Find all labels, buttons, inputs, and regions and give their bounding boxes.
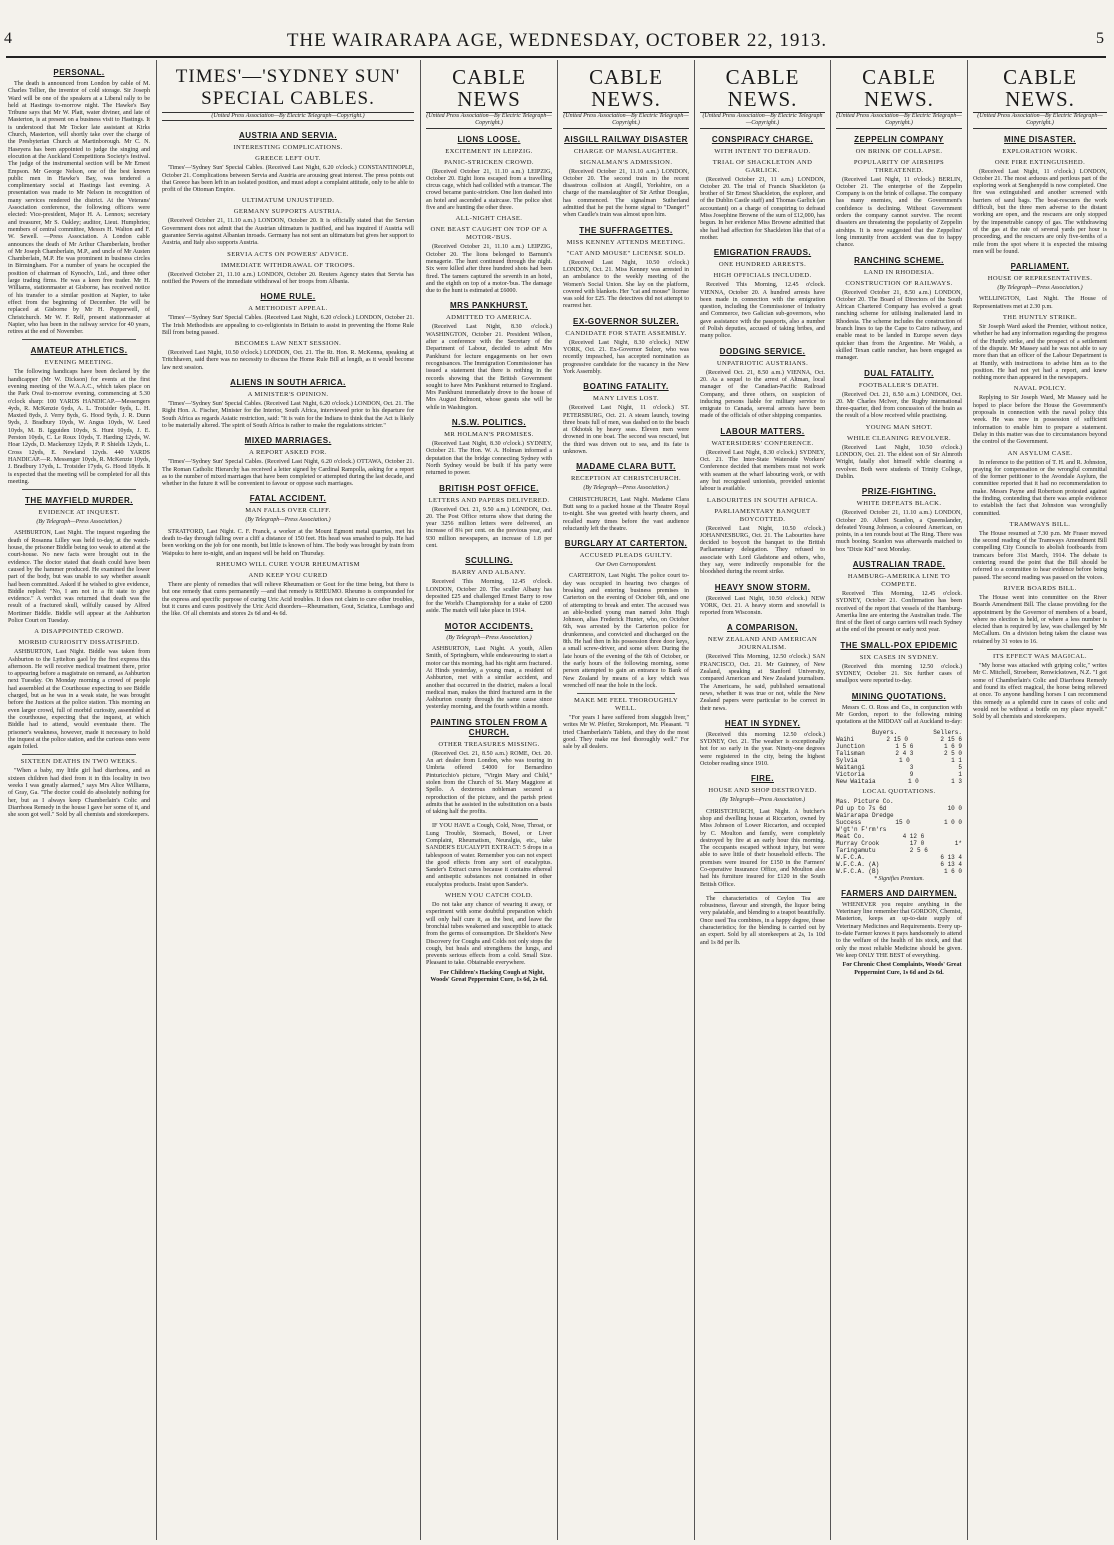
table-cell: 2 4 3 [895, 749, 914, 757]
section-heading: ZEPPELIN COMPANY [854, 134, 944, 144]
credit-line: (By Telegraph—Press Association.) [583, 485, 669, 492]
article-body: (Received this morning 12.50 o'clock.) SYDNEY, October 21. Six further cases of smallpox were reported to-day. [836, 663, 962, 685]
article-body: Sir Joseph Ward asked the Premier, without notice, whether he had any information regarding the progress of the Huntly strike, and the prospect of a settlement of the dispute. Mr Massey said he was not able to say more than that an officer of the Labour Department is at Huntly, with instructions to advise him as to the position. He had not yet had a report, and knew nothing more than appeared in the newspapers. [973, 324, 1107, 382]
subheading: IMMEDIATE WITHDRAWAL OF TROOPS. [220, 261, 356, 269]
subheading: RIVER BOARDS BILL. [1003, 584, 1077, 592]
table-cell: 1 1 [951, 756, 962, 764]
article-body: (Received Last Night, 10.50 o'clock.) NEW YORK, Oct. 21. A heavy storm and snowfall is reported from Wisconsin. [700, 595, 825, 617]
table-cell: 1 0 [898, 756, 910, 764]
masthead-rule [6, 56, 1106, 58]
advertisement-body: "When a baby, my little girl had diarrhoea, and as sixteen children had died from it in this locality in two weeks I was greatly alarmed," says Mrs Alice Williams, of Gray, Ga. "The doctor could do absolutely nothing for her, but as I always keep Chamberlain's Colic and Diarrhoea Remedy in the house I gave her some of it, and she soon got well." Sold by all chemists and storekeepers. [8, 768, 150, 819]
separator [440, 819, 538, 820]
table-note: * Signifies Premium. [874, 875, 924, 882]
subheading: WHITE DEFEATS BLACK. [856, 500, 942, 508]
table-cell: Meat Co. [836, 832, 865, 840]
subheading: MANY LIVES LOST. [593, 395, 659, 403]
article-body: (Received Oct. 21, 8.50 a.m.) ROME, Oct. 20. An art dealer from London, who was touring in Umbria offered £4000 for Bernardino Pinturicchio's picture, "Virgin Mary and Child," stolen from the Church of St. Mary Maggiore at Spello. A dexterous nobleman secured a reproduction of the picture, and the parish priest admits that he assisted in the substitution on a basis of taking half the profits. [426, 750, 552, 816]
subheading: HOUSE OF REPRESENTATIVES. [987, 275, 1093, 283]
table-cell: Victoria [836, 770, 865, 778]
article-body: (Received Oct. 21, 8.50 a.m.) VIENNA, Oct. 20. As a sequel to the arrest of Altman, local manager of the Canadian-Pacific Railroad Company, and three others, on suspicion of inducing persons liable for military service to emigrate to Canada, several arrests have been made of the officials of other shipping companies. [700, 369, 825, 420]
article-body: The House went into committee on the River Boards Amendment Bill. The clause providing for the appointment by the Governor of members of a board, where no election is held, or where a less number is elected than is required by law, was challenged by Mr McCallum. On a division being taken the clause was retained by 31 votes to 16. [973, 594, 1107, 645]
subheading: ONE HUNDRED ARRESTS. [718, 261, 807, 269]
advertisement-body: "My horse was attacked with griping colic," writes Mr C. Mitchell, Stroebeer, Renwickstown, N.Z. "I got some of Chamberlain's Colic and Diarrhoea Remedy and found its effect magical, the horse being relieved at once. To anyone handling horses I can recommend this remedy as a splendid cure in cases of colic and would not be without a bottle on my place myself." Sold by all chemists and storekeepers. [973, 663, 1107, 721]
subheading: FOOTBALLER'S DEATH. [858, 381, 940, 389]
section-heading: PAINTING STOLEN FROM A CHURCH. [430, 717, 548, 737]
subheading: A REPORT ASKED FOR. [249, 449, 327, 457]
subheading: "CAT AND MOUSE" LICENSE SOLD. [566, 249, 686, 257]
table-cell: 9 [909, 770, 914, 778]
table-cell: 15 0 [895, 818, 910, 826]
subheading: ADMITTED TO AMERICA. [446, 314, 532, 322]
section-heading: RANCHING SCHEME. [854, 255, 944, 265]
article-body: CARTERTON, Last Night. The police court to-day was occupied in hearing two charges of breaking and entering business premises in Carterton on the evening of October 6th, and one of attempting to break and enter. The accused was an able-bodied young man named John Hugh Johnson, alias Frederick Hunter, who, on October 6th, was arrested by the Carterton police for drunkenness, and convicted and discharged on the 8th. He had then in his possession three door keys, a small screw-driver, and some silver. During the late hours of the evening of the 6th of October, or the early hours of the following morning, some person attempted to gain an entrance to Bank of New Zealand by means of a key which was wrenched off near the hole in the lock. [563, 573, 689, 689]
article-body: ASHBURTON, Last Night. A youth, Allen Smith, of Springburn, while endeavouring to start a motor car this morning, had his right arm fractured. At Hinds yesterday, a young man, a resident of Ashburton, met with a similar accident, and another that occurred in the district, makes a local medical man, makes the third fractured arm in the Ashburton county through the same cause since yesterday morning, and the fourth within a month. [426, 646, 552, 711]
subheading: LABOURITES IN SOUTH AFRICA. [706, 496, 819, 504]
section-heading: PRIZE-FIGHTING. [861, 487, 937, 497]
section-heading: LIONS LOOSE. [457, 134, 521, 144]
section-heading: DODGING SERVICE. [719, 346, 806, 356]
mining-quotations-table [836, 729, 962, 785]
table-cell: W.F.C.A. (B) [836, 867, 880, 875]
article-body: (Received Last Night, 10.50 o'clock.) LONDON, Oct. 21. The eldest son of Sir Almroth Wright, fatally shot himself while cleaning a revolver. Both were students of Trinity College, Dublin. [836, 444, 962, 480]
cable-news-header: CABLE NEWS. [725, 65, 800, 111]
table-cell: Pd up to 7s 6d [836, 804, 887, 812]
section-heading: FARMERS AND DAIRYMEN. [841, 888, 957, 898]
table-cell: 1 6 9 [943, 742, 962, 750]
subheading: MR HOLMAN'S PROMISES. [444, 431, 534, 439]
table-row [836, 833, 962, 840]
separator [22, 754, 136, 755]
credit-line: (By Telegraph—Press Association.) [446, 634, 532, 641]
subheading: MAN FALLS OVER CLIFF. [245, 507, 331, 515]
subheading: EVENING MEETING. [44, 359, 114, 367]
newspaper-title: THE WAIRARAPA AGE, WEDNESDAY, OCTOBER 22, 1913. [286, 30, 828, 51]
subheading: OTHER TREASURES MISSING. [438, 740, 540, 748]
table-cell: 1 6 0 [943, 867, 962, 875]
credit-line: (United Press Association—By Electric Telegraph—Copyright.) [563, 112, 689, 129]
subheading: POPULARITY OF AIRSHIPS THREATENED. [853, 158, 945, 174]
article-body: (Received This Morning, 12.50 o'clock.) SAN FRANCISCO, Oct. 21. Mr Guinney, of New Zealand, speaking at Stanford University, compared American and New Zealand journalism. The Americans, he said, published sensational news, whether it was true or not, while the New Zealand papers were particular to be correct in their news. [700, 654, 825, 712]
section-heading: THE MAYFIELD MURDER. [25, 496, 133, 506]
subheading: NAVAL POLICY. [1013, 385, 1067, 393]
local-quotations-table [836, 798, 962, 875]
subcolumn-left [162, 125, 414, 620]
table-row [836, 736, 962, 743]
subheading: EXPLORATION WORK. [1002, 147, 1078, 155]
separator [22, 339, 136, 340]
table-cell: W'gt'n F'rm'rs [836, 825, 887, 833]
cable-news-header: CABLE NEWS. [589, 65, 663, 111]
cable-news-header: CABLE NEWS [452, 65, 526, 111]
page-number: 5 [1096, 30, 1104, 47]
advertisement-body: For Chronic Chest Complaints, Woods' Great Peppermint Cure, 1s 6d and 2s 6d. [842, 962, 962, 976]
table-cell: Taringamutu [836, 846, 876, 854]
credit-line: (By Telegraph—Press Association.) [36, 519, 122, 526]
article-body: STRATFORD, Last Night. C. F. Franck, a worker at the Mount Egmont metal quarries, met his death to-day through falling over a cliff a distance of 150 feet. His head was smashed to pulp. He had been working on the job for one month, but little is known of him. The body was brought by train from Waipuku to here to-night, and an inquest will be held on Thursday. [162, 528, 414, 557]
section-heading: AUSTRALIAN TRADE. [852, 559, 946, 569]
section-heading: N.S.W. POLITICS. [451, 418, 527, 428]
column-divider [967, 60, 968, 1540]
table-cell: 1 0 [907, 777, 919, 785]
subheading: A DISAPPOINTED CROWD. [34, 628, 124, 636]
credit-line: (United Press Association—By Electric Telegraph—Copyright.) [426, 112, 552, 129]
column-divider [694, 60, 695, 1540]
table-cell: 10 0 [947, 804, 962, 812]
article-body: (Received Last Night, 10.50 o'clock.) LONDON, Oct. 21. The Rt. Hon. R. McKenna, speaking at Tritchhaven, said there was no necessity to discuss the Home Rule Bill at length, as it would become law next session. [162, 350, 414, 371]
advertisement-subheading: AND KEEP YOU CURED [248, 571, 328, 579]
table-row [836, 798, 962, 805]
margin-mark: 4 [4, 30, 12, 47]
article-body: In reference to the petition of T. H. and R. Johnston, praying for compensation or the wrongful committal of the former petitioner to the Avondale Asylum, the committee reported that it had no recommendation to make. Messrs Payne and Robertson protested against the finding, contending that there was ample evidence to establish the fact that Johnston was wrongfully committed. [973, 459, 1107, 517]
subheading: INTERESTING COMPLICATIONS. [233, 144, 343, 152]
article-body: Replying to Sir Joseph Ward, Mr Massey said he hoped to place before the House the Government's proposals in connection with the naval policy this week. He was now in possession of sufficient information to enable him to prepare a statement. Delay in this matter was due to circumstances beyond the control of the Government. [973, 395, 1107, 446]
table-cell: Waitangi [836, 763, 865, 771]
table-cell: 1 [958, 770, 962, 778]
table-row [836, 771, 962, 778]
table-header-row [836, 729, 962, 736]
special-cables-title: TIMES'—'SYDNEY SUN' SPECIAL CABLES. [175, 66, 401, 109]
article-body: (Received Last Night, 11 o'clock.) BERLIN, October 21. The enterprise of the Zeppelin Company is on the brink of collapse. The company has many enemies, and the Government's confidence is declining. Without Government orders the company cannot survive. The recent disasters are threatening the popularity of Zeppelin airships. It is now suggested that the Zeppelins' long immunity from accident was due to happy chance. [836, 176, 962, 249]
subheading: EVIDENCE AT INQUEST. [38, 509, 120, 517]
credit-line: (United Press Association—By Electric Telegraph—Copyright.) [162, 112, 414, 121]
section-heading: THE SUFFRAGETTES. [579, 225, 673, 235]
article-body: (Received October 21, 8.50 a.m.) LONDON, October 20. The Board of Directors of the South African Chartered Company has evolved a great ranching scheme for utilising inalienated land in Rhodesia. The scheme includes the construction of branch lines to tap the Cape to Cairo railway, and enable meat to be landed in Europe seven days quicker than from the Argentine. Mr Walsh, a skilled Texan cattle rancher, has been engaged as manager. [836, 289, 962, 362]
table-cell: Murray Crook [836, 839, 880, 847]
table-cell: Sellers. [933, 728, 962, 736]
subheading: SIXTEEN DEATHS IN TWO WEEKS. [20, 758, 138, 766]
credit-line: (By Telegraph—Press Association.) [245, 517, 331, 524]
section-heading: BRITISH POST OFFICE. [439, 483, 539, 493]
subheading: BARRY AND ALBANY. [451, 569, 527, 577]
article-body: (Received Oct. 21, 9.50 a.m.) LONDON, Oct. 20. The Post Office returns show that during the year 3256 million letters were delivered, an increase of 8¼ per cent. on the previous year, and 930 million newspapers, an increase of 1.8 per cent. [426, 506, 552, 549]
advertisement-heading: MAKE ME FEEL THOROUGHLY WELL. [574, 697, 678, 713]
masthead [0, 0, 1114, 60]
section-heading: AISGILL RAILWAY DISASTER [564, 134, 688, 144]
article-body: Messrs C. O. Ross and Co., in conjunction with Mr Gordon, report to the following mining quotations at the MIDDAY call at Auckland to-day: [836, 704, 962, 726]
section-heading: LABOUR MATTERS. [720, 426, 805, 436]
separator [22, 489, 136, 490]
column-cable-news-1 [426, 62, 552, 1540]
subheading: TRIAL OF SHACKLETON AND GARLICK. [712, 158, 813, 174]
table-cell: 2 15 6 [940, 735, 962, 743]
column-personal [8, 62, 150, 1540]
subheading: WITH INTENT TO DEFRAUD. [714, 147, 811, 155]
subheading: GERMANY SUPPORTS AUSTRIA. [233, 208, 343, 216]
table-cell: 1 0 0 [943, 818, 962, 826]
article-body: WELLINGTON, Last Night. The House of Representatives met at 2.30 p.m. [973, 296, 1107, 310]
subheading: LETTERS AND PAPERS DELIVERED. [428, 496, 550, 504]
advertisement-heading: RHEUMO WILL CURE YOUR RHEUMATISM [216, 560, 360, 568]
article-body: (Received Last Night, 8.30 o'clock.) SYDNEY, Oct. 21. The Inter-State Waterside Workers' Conference decided that members must not work with seamen at the wharf labouring work, or with any but recognised unionists, provided unionist labour is available. [700, 449, 825, 493]
subheading: ULTIMATUM UNJUSTIFIED. [241, 197, 335, 205]
table-cell: 1* [954, 839, 962, 847]
separator [577, 693, 675, 694]
article-body: (Received Last Night, 11 o'clock.) ST. PETERSBURG, Oct. 21. A steam launch, towing three boats full of men, was dashed on to the beach at Okhotsk by heavy seas. Eleven men were drowned in one boat. The second was rescued, but the third was driven out to sea, and its fate is unknown. [563, 405, 689, 456]
article-body: (Received Last Night, 10.50 o'clock.) JOHANNESBURG, Oct. 21. The Labourites have decided to boycott the banquet to the British Parliamentary delegation. They refused to associate with Lord Gladstone and others, who, they say, were indirectly responsible for the bloodshed during the recent strike. [700, 525, 825, 576]
section-heading: PERSONAL. [53, 68, 105, 77]
article-body: Received This Morning, 12.45 o'clock. VIENNA, October 20. A hundred arrests have been made in connection with the emigration question, including the Commissioner of Industry and Commerce, two Galician sub-governors, who gave assistance with the passports, also a number of Polish deputies, accused of taking bribes, and many police. [700, 282, 825, 340]
subheading: HIGH OFFICIALS INCLUDED. [713, 272, 812, 280]
column-divider [830, 60, 831, 1540]
table-row [836, 750, 962, 757]
article-body: CHRISTCHURCH, Last Night. A butcher's shop and dwelling house at Riccarton, owned by Miss Johnson of Lower Riccarton, and occupied by C. Moulton and family, were completely destroyed by fire at an early hour this morning. The occupants escaped without injury, but were able to save little of their household effects. The premises were insured for £150 in the Farmers' Co-operative Insurance Office, and Moulton also had his furniture insured for £120 in the South British Office. [700, 808, 825, 888]
article-body: (Received Last Night, 8.30 o'clock.) WASHINGTON, October 21. President Wilson, after a conference with the Secretary of the Department of Labour, decided to admit Mrs Pankhurst for lecture engagements on her own recognisances. The Immigration Commissioner has issued a statement that there is nothing in the records showing that the British Government sought to have Mrs Pankhurst returned to England. Mrs Pankhurst immediately drove to the house of Mrs August Belmont, whose guests she will be while in Washington. [426, 324, 552, 411]
subheading: SERVIA ACTS ON POWERS' ADVICE. [227, 250, 349, 258]
subheading: ACCUSED PLEADS GUILTY. [579, 552, 673, 560]
subheading: ONE BEAST CAUGHT ON TOP OF A MOTOR-'BUS. [430, 226, 548, 242]
section-heading: HEAT IN SYDNEY. [724, 718, 801, 728]
column-cable-news-2 [563, 62, 689, 1540]
article-body: 'Times'—'Sydney Sun' Special Cables. (Received Last Night, 6.20 o'clock.) OTTAWA, October 21. The Roman Catholic Hierarchy has received a letter signed by Cardinal Rampolla, asking for a report as to the number of mixed marriages that have been completed or attempted during the last decade, and whether in the future it will be convenient to favour or oppose such marriages. [162, 459, 414, 488]
table-cell: 6 13 4 [940, 860, 962, 868]
column-divider [557, 60, 558, 1540]
section-heading: CONSPIRACY CHARGE. [711, 134, 814, 144]
table-row [836, 840, 962, 847]
table-row [836, 819, 962, 826]
article-body: CHRISTCHURCH, Last Night. Madame Clara Butt sang to a packed house at the Theatre Royal to-night. She was greeted with hearty cheers, and recalled many times before the vast audience reluctantly left the theatre. [563, 496, 689, 532]
section-heading: AUSTRIA AND SERVIA. [238, 131, 338, 141]
section-heading: THE SMALL-POX EPIDEMIC [840, 640, 958, 650]
article-body: (Received October 21, 11.10 a.m.) LONDON, October 20. It is officially stated that the Servian Government does not admit that the Austrian ultimatum is justified, and has inquired if Austria will guarantee Servia against Albanian inroads. Germany has not sent an ultimatum but gives her support to Austria, and Italy also supports Austria. [162, 218, 414, 247]
article-body: (Received October 21, 11.10 a.m.) LEIPZIG, October 20. The lions belonged to Barnum's menagerie. The hunt continued through the night. Six were killed after three hundred shots had been fired. The tamers captured the seventh in an hotel, and the eighth on top of a motor-'bus. The damage due to the hunt is estimated at £6000. [426, 244, 552, 295]
credit-line: (By Telegraph—Press Association.) [997, 285, 1083, 292]
table-row [836, 868, 962, 875]
article-body: (Received October 21, 11.10 a.m.) LONDON, October 20. Albert Scanlon, a Queenslander, defeated Young Johnson, a coloured American, on points, in a ten rounds bout at The Ring. There was much booing. Scanlon was afterwards matched to box "Dixie Kid" next Monday. [836, 510, 962, 553]
section-heading: MADAME CLARA BUTT. [576, 462, 676, 472]
table-cell: Waihi [836, 735, 855, 743]
credit-line: (By Telegraph—Press Association.) [719, 797, 806, 804]
section-heading: BURGLARY AT CARTERTON. [564, 539, 688, 549]
article-body: 'Times'—'Sydney Sun' Special Cables. (Received Last Night, 6.20 o'clock.) LONDON, Oct. 21. The Right Hon. A. Fischer, Minister for the Interior, South Africa, interviewed prior to his departure for South Africa as regards Asiatic restriction, said: "It is vain for the Indians to think that the Act is likely to be materially altered. The spirit of South Africa is rather to make the regulations stricter." [162, 401, 414, 429]
section-heading: MINE DISASTER. [1004, 134, 1076, 144]
subheading: ALL-NIGHT CHASE. [455, 215, 523, 223]
table-cell: New Waitaia [836, 777, 876, 785]
column-cable-news-4 [836, 62, 962, 1540]
table-row [836, 757, 962, 764]
table-row [836, 854, 962, 861]
article-body: (Received Last Night, 8.30 o'clock.) SYDNEY, October 21. The Hon. W. A. Holman informed a deputation that the bridge connecting Sydney with North Sydney would be built if his party were returned to power. [426, 441, 552, 477]
cable-news-header: CABLE NEWS. [1003, 65, 1077, 111]
article-body: (Received Last Night, 8.30 o'clock.) NEW YORK, Oct. 21. Ex-Governor Sulzer, who was recently impeached, has accepted nomination as progressive candidate for the vacancy in the New York Assembly. [563, 339, 689, 375]
subheading: A METHODIST APPEAL. [248, 305, 328, 313]
subheading: SIX CASES IN SYDNEY. [859, 653, 939, 661]
article-body: (Received October 21, 11 a.m.) LONDON, October 20. The trial of Francis Shackleton (a brother of Sir Ernest Shackleton, the explorer, and of the Dublin Castle staff) and Thomas Garlick (an accountant) on a charge of conspiring to defraud Miss Josephine Browne of the sum of £12,000, has begun. In her evidence Miss Browne admitted that she had had affection for Shackleton like that of a mother. [700, 176, 825, 241]
subheading: CONSTRUCTION OF RAILWAYS. [845, 279, 953, 287]
table-cell: 17 0 [909, 839, 925, 847]
table-cell: Talisman [836, 749, 865, 757]
table-cell: 2 5 0 [943, 749, 962, 757]
section-heading: AMATEUR ATHLETICS. [30, 346, 128, 356]
credit-line: (United Press Association—By Electric Telegraph—Copyright.) [836, 112, 962, 129]
table-cell: 5 [958, 763, 962, 771]
table-row [836, 805, 962, 812]
subheading: BECOMES LAW NEXT SESSION. [234, 340, 342, 348]
section-heading: HOME RULE. [260, 292, 316, 302]
subheading: HAMBURG-AMERIKA LINE TO COMPETE. [847, 572, 951, 588]
subheading: WATERSIDERS' CONFERENCE. [711, 439, 814, 447]
article-body: ASHBURTON, Last Night. The inquest regarding the death of Rosanna Lilley was held to-day, at the watch-house, the prisoner Biddle being too weak to attend at the court-house. No new facts were brought out in the evidence. The doctor stated that death could have been caused by the hammer produced. He examined the lower part of the body, but was unable to say whether assault had been committed. Asked if he wished to give evidence, Biddle replied: "No, I am not in a fit state to give evidence." A verdict was returned that death was the result of a fractured skull, wilfully caused by Alfred Mortimer Biddle. Biddle will appear at the Ashburton Police Court on Tuesday. [8, 530, 150, 624]
table-row [836, 826, 962, 833]
advertisement-body: The characteristics of Ceylon Tea are robustness, flavour and strength, the liquor being very palatable, and blending to a teapot beautifully. Once used Tea combines, in a happy degree, those characteristics; for the blending is carried out by an expert. Sold by all storekeepers at 2s, 1s 10d and 1s 8d per lb. [700, 895, 825, 946]
article-body: (Received Last Night, 10.50 o'clock.) LONDON, Oct. 21. Miss Kenney was arrested in an ambulance to the weekly meeting of the Women's Social Union. She lay on the platform, covered with blankets. Her "cat and mouse" license was sold for £25. The detectives did not attempt to rearrest her. [563, 259, 689, 310]
section-heading: A COMPARISON. [727, 623, 798, 633]
table-cell: 6 13 4 [940, 853, 962, 861]
subheading: WHILE CLEANING REVOLVER. [846, 434, 952, 442]
column-special-cables [162, 62, 414, 1540]
table-cell: Mas. Picture Co. [836, 797, 894, 805]
section-heading: FIRE. [751, 774, 774, 784]
article-body: (Received Last Night, 11 o'clock.) LONDON, October 21. The most arduous and perilous part of the exploring work at Senghenydd is now completed. One fire was extinguished and another screened with barriers of sand bags. The boat-rescuers the work difficult, but the three men adverse to the distant working are open, and the rescuers are only stopped by the impenetrable canopy of gas. The withdrawing of the gas at the rate of several yards per hour is proceeding, and the rescuers are only five-tenths of a mile from the spot where it is expected the missing men will be found. [973, 168, 1107, 255]
column-cable-news-5 [973, 62, 1107, 1540]
article-body: (Received Oct. 21, 8.50 a.m.) LONDON, Oct. 20. Mr Charles McIver, the Rugby international three-quarter, died from concussion of the brain as the result of a blow received while practising. [836, 391, 962, 420]
section-heading: EMIGRATION FRAUDS. [713, 248, 812, 258]
table-cell: Sylvia [836, 756, 858, 764]
table-cell: W.F.C.A. (A) [836, 860, 880, 868]
section-heading: SCULLING. [465, 556, 513, 566]
subheading: LOCAL QUOTATIONS. [862, 787, 936, 795]
advertisement-body: "For years I have suffered from sluggish liver," writes Mr W. Pfeifer, Strokenport, Mr. Pleasant. "I tried Chamberlain's Tablets, and they do the most good. They make me feel thoroughly well." For sale by all dealers. [563, 715, 689, 751]
subheading: HOUSE AND SHOP DESTROYED. [708, 787, 817, 795]
advertisement-body: For Children's Hacking Cough at Night, Woods' Great Peppermint Cure, 1s 6d, 2s 6d. [430, 969, 548, 984]
subheading: ONE FIRE EXTINGUISHED. [994, 158, 1086, 166]
table-row [836, 764, 962, 771]
table-cell: 2 5 6 [909, 846, 928, 854]
advertisement-body: There are plenty of remedies that will relieve Rheumatism or Gout for the time being, but there is but one remedy that cures permanently —and that remedy is RHEUMO. Rheumo is compounded for the express and specific purpose of curing Uric Acid troubles. It does not claim to cure other troubles, but it cures and cures positively the Uric Acid disorders—Rheumatism, Gout, Sciatica, Lumbago and the like. Of all chemists and stores 2s 6d and 4s 6d. [162, 581, 414, 618]
advertisement-body: IF YOU HAVE a Cough, Cold, Nose, Throat, or Lung Trouble, Stomach, Bowel, or Liver Complaint, Rheumatism, Neuralgia, etc., take SANDER'S EUCALYPTI EXTRACT: 5 drops in a tablespoon of water. Remember you can not expect the good effects from any sort of eucalyptus. Sander's Extract cures because it contains ethereal and antiseptic substances not contained in other eucalyptus products. Insist upon Sander's. [426, 823, 552, 888]
subheading: SIGNALMAN'S ADMISSION. [579, 158, 673, 166]
subheading: A MINISTER'S OPINION. [247, 391, 329, 399]
table-cell: 4 12 6 [902, 832, 925, 840]
article-body: (Received October 21, 11.10 a.m.) LEIPZIG, October 20. Eight lions escaped from a travelling circus cage, which had collided with a tramcar. The crowd became panic-stricken. One lion dashed into an hotel and ascended a staircase. The police shot five and are hunting the other three. [426, 168, 552, 212]
table-row [836, 812, 962, 819]
table-cell: Wairarapa Dredge [836, 811, 894, 819]
table-cell: 1 3 [951, 777, 962, 785]
subheading: GREECE LEFT OUT. [255, 155, 321, 163]
section-heading: BOATING FATALITY. [583, 382, 669, 392]
column-divider [156, 60, 157, 1540]
table-cell: 2 15 0 [886, 735, 908, 743]
credit-line: (United Press Association—By Electric Telegraph—Copyright.) [700, 112, 825, 129]
article-body: Received This Morning, 12.45 o'clock. SYDNEY, October 21. Confirmation has been received of the report that vessels of the Hamburg-Amerika line are entering the Australian trade. The first of the fleet of cargo carriers will reach Sydney at the end of the present or early next year. [836, 590, 962, 634]
subheading: MISS KENNEY ATTENDS MEETING. [566, 238, 686, 246]
section-heading: FATAL ACCIDENT. [249, 494, 327, 504]
cable-news-header: CABLE NEWS. [862, 65, 936, 111]
table-cell: Junction [836, 742, 865, 750]
table-row [836, 861, 962, 868]
section-heading: HEAVY SNOW STORM. [714, 582, 811, 592]
credit-line: (United Press Association—By Electric Telegraph—Copyright.) [973, 112, 1107, 129]
table-cell: 3 [909, 763, 914, 771]
article-body: (Received this morning 12.50 o'clock.) SYDNEY, Oct. 21. The weather is exceptionally hot for so early in the year. Ninety-one degrees were registered in the city, being the highest October reading since 1910. [700, 731, 825, 768]
advertisement-heading: WHEN YOU CATCH COLD. [445, 892, 533, 900]
article-body: The following handicaps have been declared by the handicapper (Mr W. Dickson) for events at the first evening meeting of the W.A.A.C., which takes place on the Park Oval to-morrow evening, commencing at 5.30 o'clock sharp: 100 YARDS HANDICAP.—Messengers 4yds, R. McKenzie 6yds, A. L. Trotsider 6yds, L. H. Maxted 8yds, J. Verry 8yds, G. Hood 9yds, J. R. Dunn 9yds, J. Bradbury 10yds, W. Angus 10yds, W. Leed 10yds, M. B. Igguiden 10yds, S. Hunt 10yds, J. E. Perston 10yds, C. Le Roux 10yds, T. Harding 12yds, W. Hoar 12yds, D. Mackenzey 12yds, P. P. Shields 12yds, L. Cross 12yds, E. Newland 12yds. 440 YARDS HANDICAP.—R. Messenger 10yds, R. McKenzie 10yds, J. Bradbury 17yds, L. Trotsider 17yds, G. Hood 18yds. It is expected that the meeting will be completed for all this meeting. [8, 369, 150, 485]
subheading: PANIC-STRICKEN CROWD. [444, 158, 534, 166]
article-body: 'Times'—'Sydney Sun' Special Cables. (Received Last Night, 6.20 o'clock.) LONDON, October 21. The Irish Methodists are appealing to co-religionists in Britain to assist in preventing the Home Rule Bill from being passed. [162, 315, 414, 336]
section-heading: MIXED MARRIAGES. [244, 436, 332, 446]
article-body: (Received October 21, 11.10 a.m.) LONDON, October 20. Reuters Agency states that Servia has notified the Powers of the immediate withdrawal of her troops from Albania. [162, 271, 414, 285]
article-body: The death is announced from London by cable of M. Charles Tellier, the inventor of cold storage. Sir Joseph Ward will be one of the speakers at a Liberal rally to be held at Hastings to-morrow night. The Hawke's Bay Tribune says that Mr W. Platt, water diviner, and late of Masterton, is at present on a business visit to Hastings. It is understood that Mr Tocker late assistant at Kirks Church, Masterton, will shortly take over the charge of the Presbyterian Church at Martinborough. Mr C. N. Haseyera has been appointed to judge the singing and elocution at the Auckland Competitions Society's festival. The judge of the instrumental section will be Mr Ernest Empson. Mr George Nelson, one of the best known public men in Hawke's Bay, was tendered a complimentary social at Hastings last evening. A presentation was made to Mr Nelson in recognition of many services rendered the district. At the Veterans' Association conference, the following officers were elected: Vice-president, Major H. A. Lennox; secretary and treasurer, Mr S. Oakley; auditor, Lieut. Humphries; members of central committee, Messrs H. Walton and F. W. Sewell. —Press Association. A London cable announces the death of Mr Arthur Chamberlain, brother of Mr Joseph Chamberlain, M.P., and uncle of Mr Austen Chamberlain, M.P. He was prominent in business circles in Birmingham. For a number of years he occupied the position of chairman of Kynoch's, Ltd., and three other large trading firms. He was a keen free trader. Mr H. Williams, stationmaster at Gisborne, has received notice of his transfer to a similar position at Napier, to take effect from the beginning of December. He will be replaced at Gisborne by Mr H. Popperwell, of Christchurch. Mr W. F. Relf, present stationmaster at Napier, who has been in the railway service for 40 years, retires at the end of November. [8, 81, 150, 336]
article-body: The House resumed at 7.30 p.m. Mr Fraser moved the second reading of the Tramways Amendment Bill compelling City Councils to abolish footboards from tramcars before 31st March, 1914. The debate is centering round the point that the Bill should be referred to a committee to hear evidence before being passed. The second reading was passed on the voices. [973, 530, 1107, 581]
section-heading: EX-GOVERNOR SULZER. [573, 316, 679, 326]
advertisement-heading: ITS EFFECT WAS MAGICAL. [993, 653, 1087, 661]
article-body: 'Times'—'Sydney Sun' Special Cables. (Received Last Night, 6.20 o'clock.) CONSTANTINOPLE, October 21. Complications between Servia and Austria are arousing great interest. The press points out that Greece has been left in an isolated position, and must adopt a complaint attitude, only to be able to profit of the Ottoman Empire. [162, 165, 414, 194]
subheading: EXCITEMENT IN LEIPZIG. [445, 147, 533, 155]
advertisement-body: Do not take any chance of wearing it away, or experiment with some doubtful preparation which will only half cure it, as the best, and leave the bronchial tubes weakened and susceptible to attack from the germs of consumption. Dr Sheldon's New Discovery for Coughs and Colds not only stops the cough, but heals and strengthens the lungs, and prevents serious effects from a cold. Small Size. Pleasant to take. Obtainable everywhere. [426, 902, 552, 967]
subheading: AN ASYLUM CASE. [1007, 449, 1073, 457]
subheading: PARLIAMENTARY BANQUET BOYCOTTED. [714, 507, 811, 523]
article-body: ASHBURTON, Last Night. Biddle was taken from Ashburton to the Lyttelton gaol by the first express this afternoon. He will receive medical treatment there, prior to appearing before a magistrate on remand, as Ashburton next Tuesday. On Monday morning a crowd of people had assembled at the Courthouse expecting to see Biddle charged, but as he was in a weak state, he was brought before the Justices at the police station. This morning an even larger crowd, full of morbid curiosity, assembled at the courthouse, expecting that the inquest, at which Biddle had to attend, would eventuate there. The prisoner's weakness, however, made it necessary to hold the inquest at the police station, and the curious ones were again foiled. [8, 649, 150, 751]
article-body: (Received October 21, 11.10 a.m.) LONDON, October 20. The second train in the recent disastrous collision at Aisgill, Yorkshire, on a charge of the manslaughter of Sir Arthur Douglas, has commenced. The signalman Sutherland admitted that he put the home signal to "Danger!" when Caudle's train was almost upon him. [563, 168, 689, 219]
column-cable-news-3 [700, 62, 825, 1540]
subheading: YOUNG MAN SHOT. [865, 423, 933, 431]
table-cell: Success [836, 818, 862, 826]
section-heading: DUAL FATALITY. [864, 368, 934, 378]
subheading: MORBID CURIOSITY DISSATISFIED. [18, 639, 140, 647]
subheading: TRAMWAYS BILL. [1009, 520, 1071, 528]
section-heading: MOTOR ACCIDENTS. [444, 621, 534, 631]
section-heading: PARLIAMENT. [1010, 262, 1070, 272]
subheading: CANDIDATE FOR STATE ASSEMBLY. [565, 329, 687, 337]
table-row [836, 743, 962, 750]
subheading: CHARGE OF MANSLAUGHTER. [573, 147, 679, 155]
section-heading: MRS PANKHURST. [450, 301, 528, 311]
table-cell: 1 5 6 [895, 742, 914, 750]
subheading: LAND IN RHODESIA. [863, 268, 935, 276]
subheading: ON BRINK OF COLLAPSE. [855, 147, 943, 155]
subheading: RECEPTION AT CHRISTCHURCH. [570, 475, 682, 483]
separator [714, 892, 811, 893]
table-row [836, 778, 962, 785]
advertisement-body: WHENEVER you require anything in the Veterinary line remember that GORDON, Chemist, Masterton, keeps an up-to-date supply of Veterinary Medicines and Requirements. Every up-to-date Farmer knows it pays handsomely to attend to the welfare of the health of his stock, and that only the most reliable Medicine should be given. We keep ONLY THE BEST of everything. [836, 901, 962, 959]
subheading: THE HUNTLY STRIKE. [1002, 314, 1078, 322]
section-heading: MINING QUOTATIONS. [851, 691, 947, 701]
separator [987, 649, 1093, 650]
table-cell: Buyers. [871, 728, 898, 736]
subheading: NEW ZEALAND AND AMERICAN JOURNALISM. [707, 636, 818, 652]
subheading: UNPATRIOTIC AUSTRIANS. [716, 359, 809, 367]
section-heading: ALIENS IN SOUTH AFRICA. [230, 378, 346, 388]
article-body: Received This Morning, 12.45 o'clock. LONDON, October 20. The sculler Albany has deposited £25 and challenged Ernest Barry to row for the World's Championship for a stake of £200 aside. The match will take place in 1914. [426, 579, 552, 615]
table-cell: W.F.C.A. [836, 853, 865, 861]
credit-line: Our Own Correspondent. [595, 562, 657, 569]
column-divider [420, 60, 421, 1540]
table-row [836, 847, 962, 854]
